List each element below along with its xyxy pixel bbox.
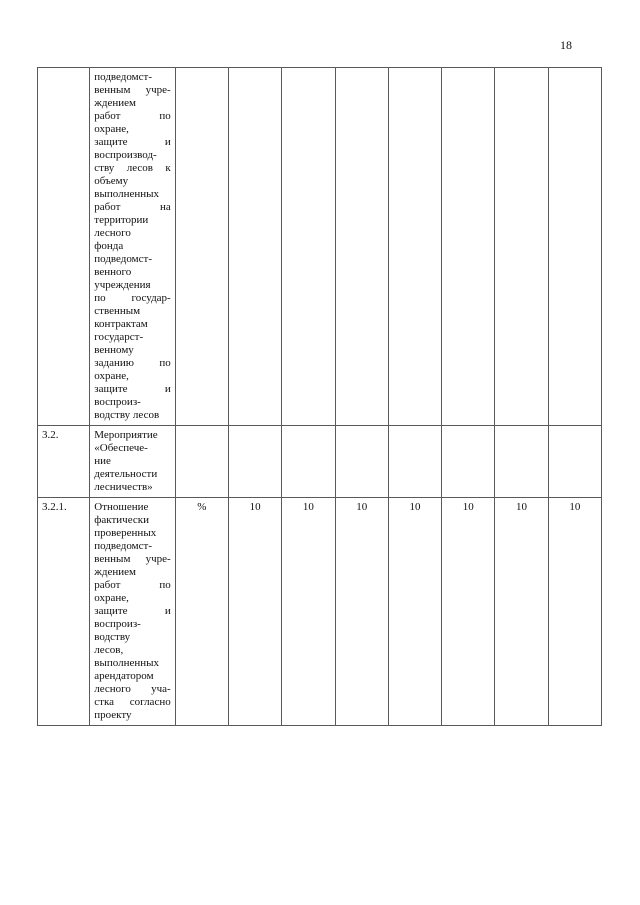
row-name-line: ждением	[94, 566, 136, 578]
row-name-line: работ по	[94, 579, 171, 591]
row-name-line: «Обеспече-	[94, 442, 148, 454]
row-name-line: защите и	[94, 383, 171, 395]
row-name-line: лесов,	[94, 644, 124, 656]
row-value	[388, 426, 441, 498]
row-name-line: ству лесов к	[94, 162, 171, 174]
table-row	[38, 498, 602, 726]
row-value: 10	[335, 498, 388, 726]
row-name-line: охране,	[94, 592, 129, 604]
row-number: 3.2.	[38, 426, 90, 498]
row-name-line: воспроиз-	[94, 396, 141, 408]
row-name-line: деятельности	[94, 468, 158, 480]
row-number	[38, 68, 90, 426]
row-name-line: ждением	[94, 97, 136, 109]
row-name-line: лесничеств»	[94, 481, 153, 493]
row-unit	[175, 68, 228, 426]
row-name-line: проверенных	[94, 527, 157, 539]
row-name-line: государст-	[94, 331, 144, 343]
row-name-line: ственным	[94, 305, 141, 317]
row-name-line: фактически	[94, 514, 149, 526]
row-name-line: водству лесов	[94, 409, 160, 421]
indicator-table	[37, 67, 602, 726]
row-name-line: по государ-	[94, 292, 171, 304]
row-value	[335, 68, 388, 426]
row-name-line: арендатором	[94, 670, 154, 682]
row-unit: %	[175, 498, 228, 726]
page-number: 18	[560, 38, 572, 52]
row-name-line: учреждения	[94, 279, 151, 291]
row-name-line: проекту	[94, 709, 132, 721]
row-value	[495, 68, 548, 426]
row-value	[442, 68, 495, 426]
row-value	[282, 426, 335, 498]
row-name-line: воспроизвод-	[94, 149, 157, 161]
row-value: 10	[388, 498, 441, 726]
row-name-line: территории	[94, 214, 149, 226]
row-name-line: объему	[94, 175, 129, 187]
row-name-line: защите и	[94, 136, 171, 148]
row-name-line: работ по	[94, 110, 171, 122]
row-name-line: ние	[94, 455, 111, 467]
row-value: 10	[282, 498, 335, 726]
row-value	[495, 426, 548, 498]
row-name-line: Отношение	[94, 501, 149, 513]
row-name-line: работ на	[94, 201, 171, 213]
row-value: 10	[442, 498, 495, 726]
row-name-line: фонда	[94, 240, 124, 252]
row-name-line: заданию по	[94, 357, 171, 369]
row-name-line: лесного уча-	[94, 683, 171, 695]
table-body	[38, 68, 602, 726]
row-name-line: венным учре-	[94, 553, 171, 565]
row-value: 10	[548, 498, 601, 726]
row-value: 10	[495, 498, 548, 726]
row-value	[442, 426, 495, 498]
row-name-line: Мероприятие	[94, 429, 158, 441]
row-name-line: выполненных	[94, 657, 160, 669]
row-number: 3.2.1.	[38, 498, 90, 726]
row-value	[229, 68, 282, 426]
row-name-line: стка согласно	[94, 696, 171, 708]
row-name-line: подведомст-	[94, 253, 152, 265]
row-name-line: охране,	[94, 370, 129, 382]
row-value	[388, 68, 441, 426]
row-value	[548, 426, 601, 498]
table-row	[38, 68, 602, 426]
row-name-line: подведомст-	[94, 71, 152, 83]
row-value	[229, 426, 282, 498]
row-name	[90, 498, 175, 726]
row-value	[548, 68, 601, 426]
row-name-line: подведомст-	[94, 540, 152, 552]
row-name-line: венным учре-	[94, 84, 171, 96]
row-name-line: водству	[94, 631, 131, 643]
row-name-line: охране,	[94, 123, 129, 135]
row-value	[282, 68, 335, 426]
row-name	[90, 68, 175, 426]
row-name-line: венному	[94, 344, 134, 356]
row-name	[90, 426, 175, 498]
row-name-line: венного	[94, 266, 132, 278]
row-value	[335, 426, 388, 498]
row-name-line: контрактам	[94, 318, 148, 330]
row-value: 10	[229, 498, 282, 726]
row-name-line: выполненных	[94, 188, 160, 200]
row-unit	[175, 426, 228, 498]
table-row	[38, 426, 602, 498]
row-name-line: воспроиз-	[94, 618, 141, 630]
row-name-line: лесного	[94, 227, 131, 239]
row-name-line: защите и	[94, 605, 171, 617]
